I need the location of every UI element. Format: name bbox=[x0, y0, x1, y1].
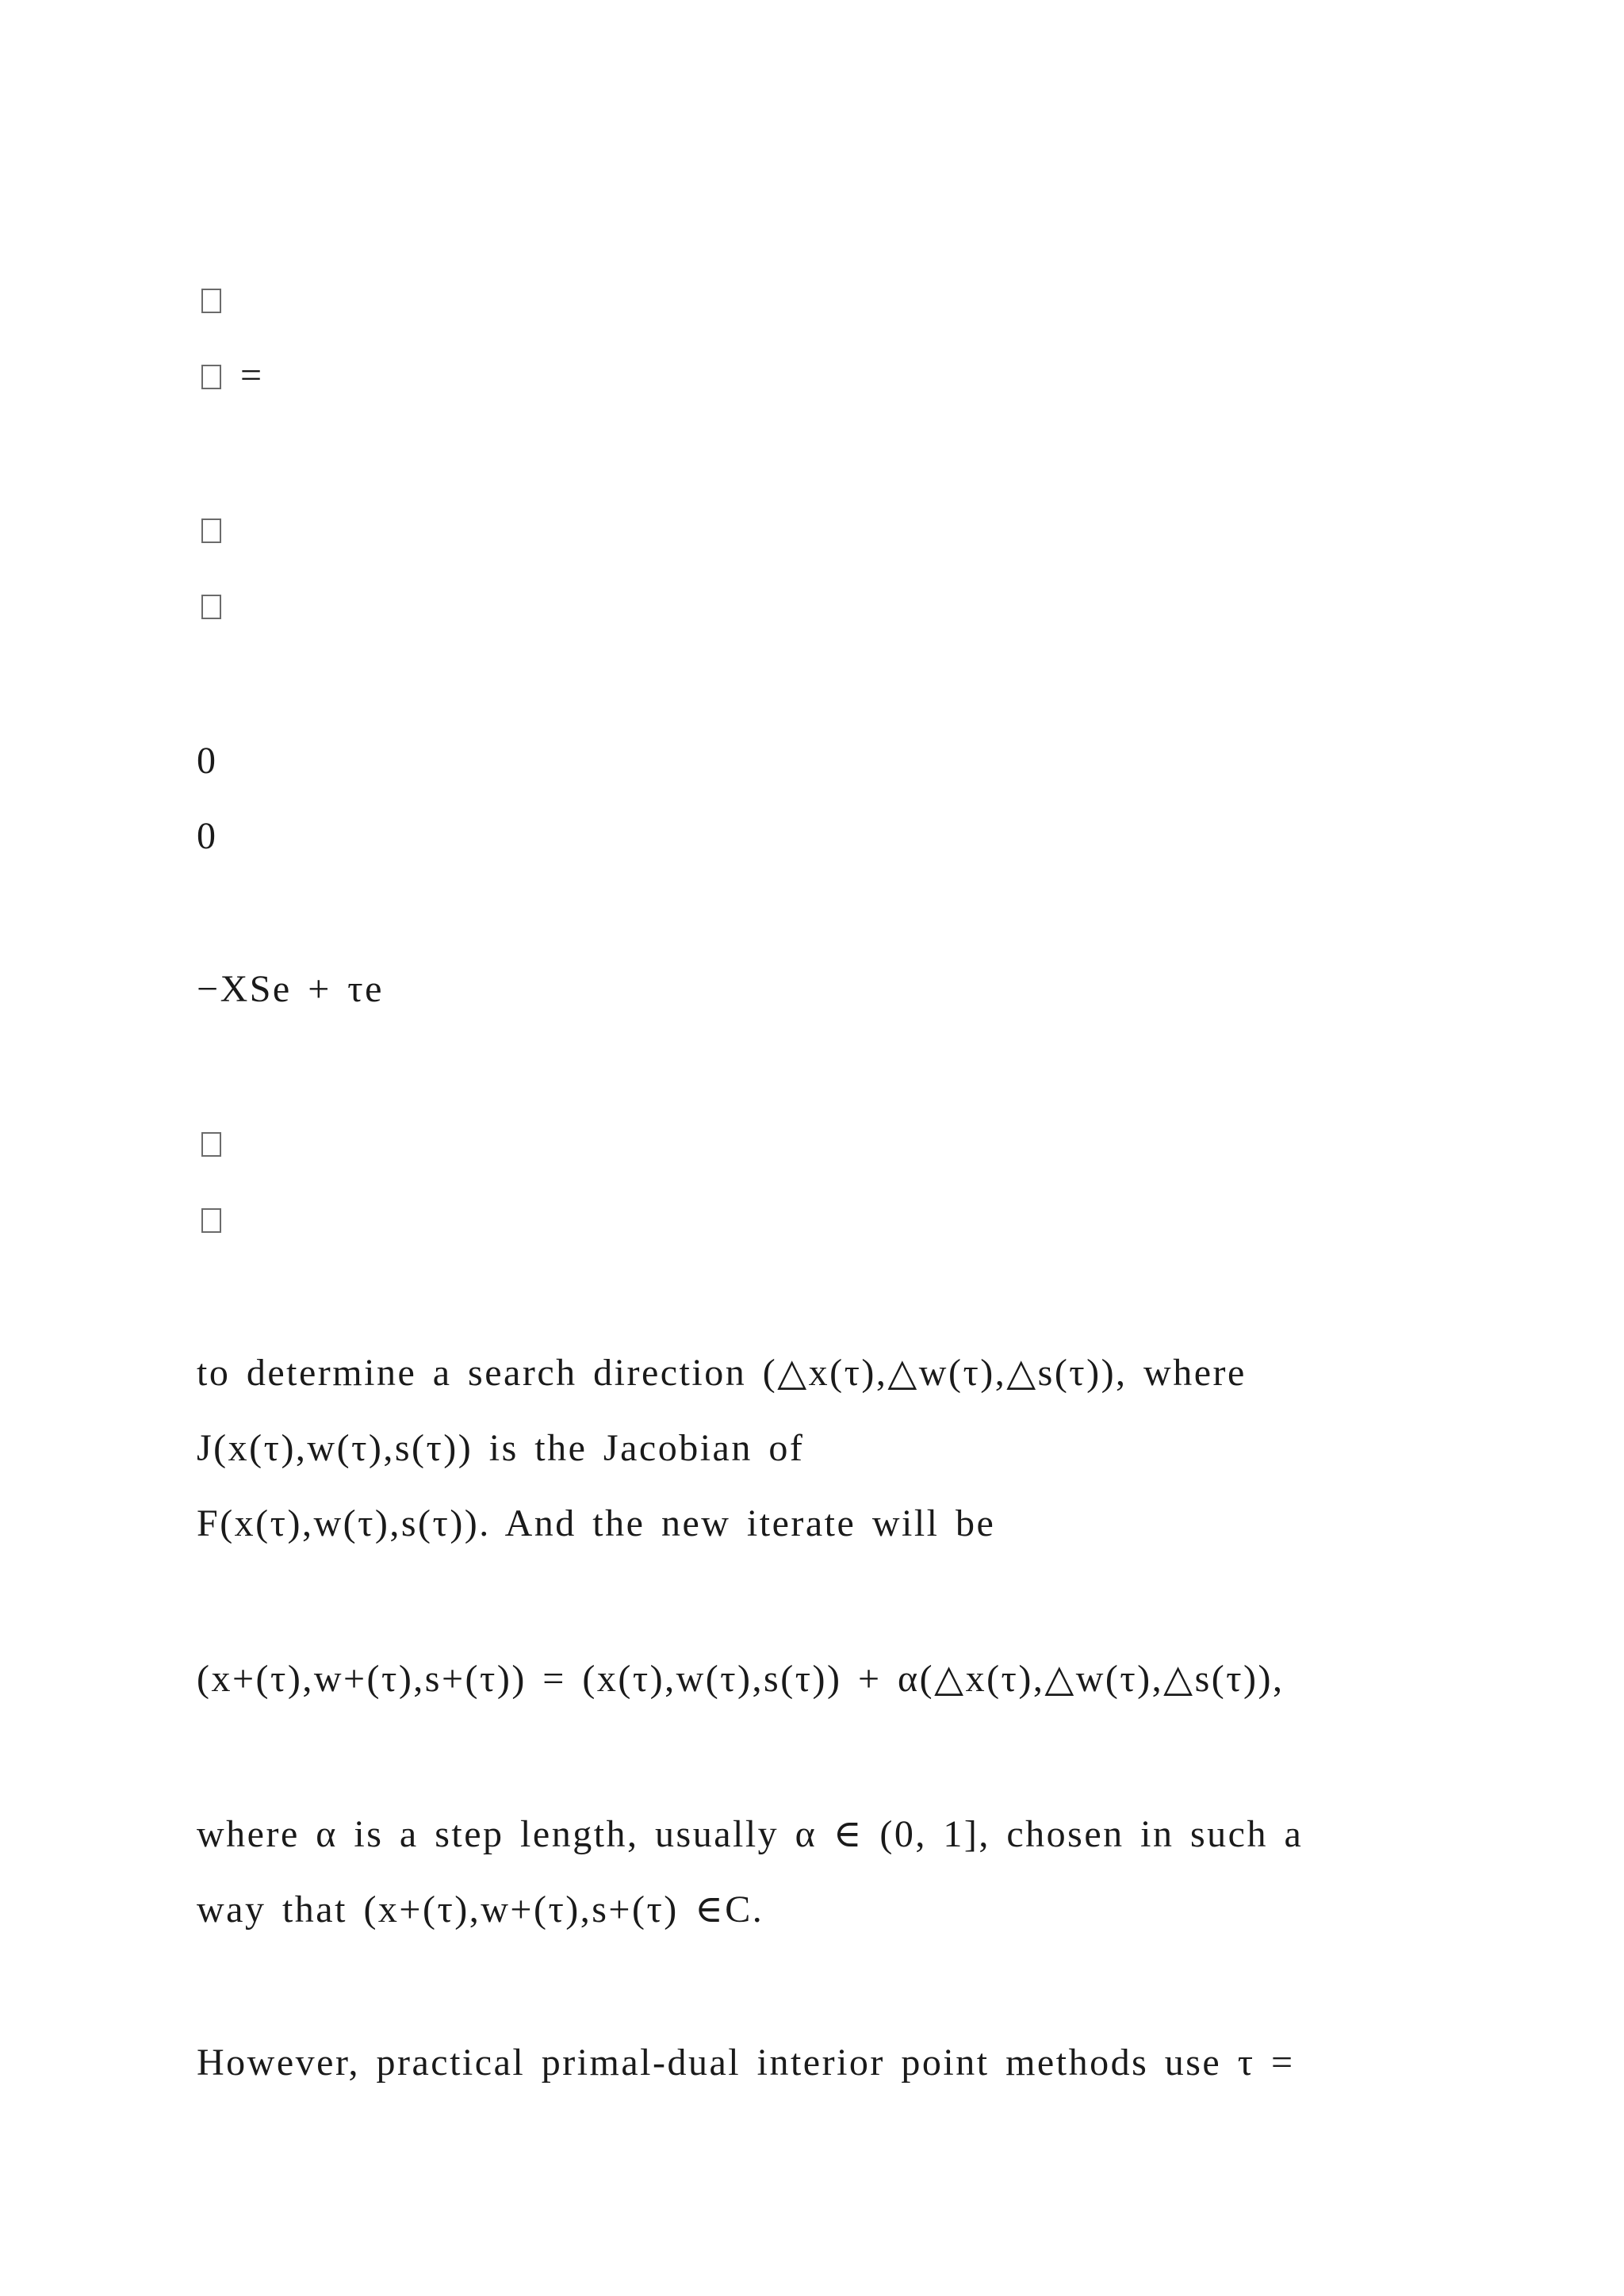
matrix-row-1 bbox=[197, 276, 221, 323]
paragraph-direction-line-2: J(x(τ),w(τ),s(τ)) is the Jacobian of bbox=[197, 1427, 805, 1469]
missing-glyph-icon bbox=[201, 289, 221, 313]
update-equation: (x+(τ),w+(τ),s+(τ)) = (x(τ),w(τ),s(τ)) + α(△x(τ),△w(τ),△s(τ)), bbox=[197, 1658, 1285, 1700]
paragraph-step-line-2: way that (x+(τ),w+(τ),s+(τ) ∈C. bbox=[197, 1888, 764, 1931]
paragraph-direction-line-1: to determine a search direction (△x(τ),△w(τ),△s(τ)), where bbox=[197, 1352, 1247, 1394]
matrix-row-4 bbox=[197, 582, 221, 629]
missing-glyph-icon bbox=[201, 365, 221, 389]
missing-glyph-icon bbox=[201, 519, 221, 543]
matrix-row-8 bbox=[197, 1119, 221, 1167]
paragraph-however: However, practical primal-dual interior point methods use τ = bbox=[197, 2042, 1295, 2084]
paragraph-step-line-1: where α is a step length, usually α ∈ (0, 1], chosen in such a bbox=[197, 1813, 1304, 1855]
missing-glyph-icon bbox=[201, 1132, 221, 1157]
missing-glyph-icon bbox=[201, 595, 221, 619]
paragraph-direction-line-3: F(x(τ),w(τ),s(τ)). And the new iterate will be bbox=[197, 1502, 996, 1544]
matrix-entry-zero-2: 0 bbox=[197, 815, 218, 857]
matrix-entry-complementarity: −XSe + τe bbox=[197, 968, 384, 1010]
matrix-row-3 bbox=[197, 506, 221, 553]
matrix-entry-zero-1: 0 bbox=[197, 740, 218, 782]
matrix-row-2 bbox=[197, 352, 264, 400]
equals-sign: = bbox=[240, 354, 264, 396]
missing-glyph-icon bbox=[201, 1208, 221, 1233]
matrix-row-9 bbox=[197, 1196, 221, 1243]
